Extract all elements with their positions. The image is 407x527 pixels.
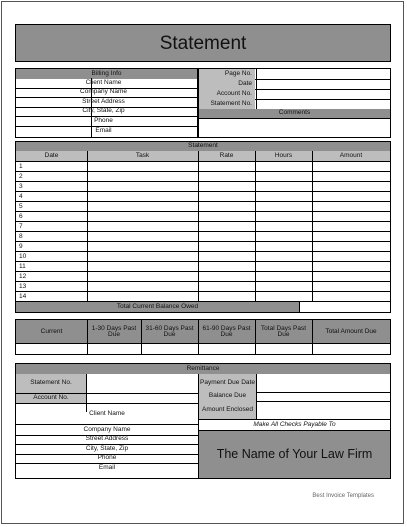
aging-column-header: 31-60 Days Past Due <box>145 324 194 338</box>
billing-field-input[interactable] <box>112 126 197 136</box>
checks-payable-note: Make All Checks Payable To <box>253 420 336 428</box>
remittance-row-line <box>16 454 198 455</box>
billing-row-line <box>16 126 198 127</box>
total-balance-field[interactable] <box>299 302 390 312</box>
statement-column-divider <box>87 151 88 301</box>
remittance-right-label: Amount Enclosed <box>199 401 256 419</box>
page-title: Statement <box>159 32 247 54</box>
statement-row-number: 6 <box>19 213 23 220</box>
billing-field-label: Street Address <box>82 97 125 105</box>
aging-value-field[interactable] <box>255 344 312 354</box>
remittance-right-label: Payment Due Date <box>199 374 256 392</box>
law-firm-name: The Name of Your Law Firm <box>199 431 390 478</box>
statement-row-number: 13 <box>19 283 27 290</box>
statement-row-line <box>16 211 390 212</box>
footer-brand: Best Invoice Templates <box>312 493 374 499</box>
statement-row-number: 3 <box>19 183 23 190</box>
statement-no-field[interactable] <box>87 374 198 393</box>
remittance-right-field[interactable] <box>257 374 390 392</box>
account-info-label: Page No. <box>199 69 255 79</box>
aging-header-line <box>16 343 390 344</box>
remittance-field-label: City, State, Zip <box>85 444 129 452</box>
billing-row-line <box>16 107 198 108</box>
statement-column-header: Task <box>135 151 150 159</box>
statement-row-number: 8 <box>19 233 23 240</box>
account-info-input[interactable] <box>257 99 390 109</box>
billing-field-label: Client Name <box>85 78 122 86</box>
statement-row-line <box>16 281 390 282</box>
total-balance-row: Total Current Balance Owed <box>16 302 299 312</box>
statement-row-number: 7 <box>19 223 23 230</box>
account-no-field[interactable] <box>87 394 198 403</box>
statement-column-divider <box>198 151 199 301</box>
statement-row-number: 1 <box>19 163 23 170</box>
client-name-label: Client Name <box>89 409 125 417</box>
aging-value-field[interactable] <box>198 344 255 354</box>
statement-row-line <box>16 201 390 202</box>
statement-row-line <box>16 231 390 232</box>
statement-row-number: 14 <box>19 293 27 300</box>
aging-column-header: Current <box>40 327 63 335</box>
statement-column-header: Hours <box>274 151 293 159</box>
statement-row-line <box>16 241 390 242</box>
comments-field[interactable] <box>199 119 390 137</box>
aging-value-field[interactable] <box>16 344 87 354</box>
account-info-label: Date <box>199 79 255 89</box>
billing-field-input[interactable] <box>112 88 197 98</box>
billing-row-line <box>16 97 198 98</box>
comments-header: Comments <box>199 109 390 118</box>
remittance-header: Remittance <box>16 364 390 374</box>
statement-table <box>15 141 391 313</box>
account-info-input[interactable] <box>257 89 390 99</box>
aging-column-header: Total Amount Due <box>325 327 377 335</box>
statement-column-header: Amount <box>339 151 363 159</box>
remittance-row-line <box>16 444 198 445</box>
statement-form <box>1 1 404 524</box>
statement-row-line <box>16 261 390 262</box>
account-info-label: Statement No. <box>199 99 255 109</box>
statement-no-label: Statement No. <box>16 374 86 393</box>
billing-field-input[interactable] <box>112 97 197 107</box>
aging-value-field[interactable] <box>141 344 198 354</box>
remittance-field-label: Company Name <box>83 425 131 433</box>
billing-field-input[interactable] <box>112 116 197 126</box>
statement-column-header: Date <box>44 151 59 159</box>
statement-row-number: 5 <box>19 203 23 210</box>
aging-column-header: Total Days Past Due <box>260 324 307 338</box>
statement-row-number: 12 <box>19 273 27 280</box>
title-bar <box>15 24 391 62</box>
aging-column-header: 61-90 Days Past Due <box>202 324 251 338</box>
statement-column-divider <box>255 151 256 301</box>
account-info-label: Account No. <box>199 89 255 99</box>
remittance-row-line <box>16 463 198 464</box>
billing-field-label: Phone <box>94 116 113 124</box>
statement-column-divider <box>312 151 313 301</box>
remittance-right-label: Balance Due <box>199 392 256 401</box>
statement-row-number: 10 <box>19 253 27 260</box>
billing-field-label: Company Name <box>80 88 127 96</box>
billing-field-label: Email <box>95 126 112 134</box>
statement-row-number: 11 <box>19 263 26 270</box>
billing-field-input[interactable] <box>112 107 197 117</box>
statement-row-line <box>16 221 390 222</box>
statement-row-line <box>16 271 390 272</box>
billing-info-header: Billing Info <box>16 69 197 79</box>
account-info-input[interactable] <box>257 79 390 89</box>
account-no-label: Account No. <box>16 394 86 403</box>
statement-header-line <box>16 161 390 162</box>
statement-row-line <box>16 251 390 252</box>
remittance-field-label: Email <box>98 463 116 471</box>
account-info-input[interactable] <box>257 69 390 79</box>
remittance-right-field[interactable] <box>257 392 390 401</box>
statement-row-line <box>16 301 390 302</box>
remittance-row-line <box>16 435 198 436</box>
remittance-right-field[interactable] <box>257 401 390 419</box>
aging-value-field[interactable] <box>312 344 390 354</box>
aging-column-header: 1-30 Days Past Due <box>91 324 137 338</box>
statement-row-number: 4 <box>19 193 23 200</box>
statement-row-line <box>16 291 390 292</box>
statement-row-line <box>16 181 390 182</box>
billing-row-line <box>16 116 198 117</box>
aging-value-field[interactable] <box>87 344 141 354</box>
billing-field-input[interactable] <box>112 78 197 88</box>
statement-column-header: Rate <box>219 151 234 159</box>
statement-row-line <box>16 171 390 172</box>
statement-row-line <box>16 191 390 192</box>
remittance-field-label: Street Address <box>85 435 129 443</box>
remittance-field-label: Phone <box>97 454 117 462</box>
billing-field-label: City, State, Zip <box>82 107 125 115</box>
billing-row-line <box>16 88 198 89</box>
statement-row-number: 9 <box>19 243 23 250</box>
statement-header: Statement <box>16 142 390 151</box>
statement-row-number: 2 <box>19 173 23 180</box>
